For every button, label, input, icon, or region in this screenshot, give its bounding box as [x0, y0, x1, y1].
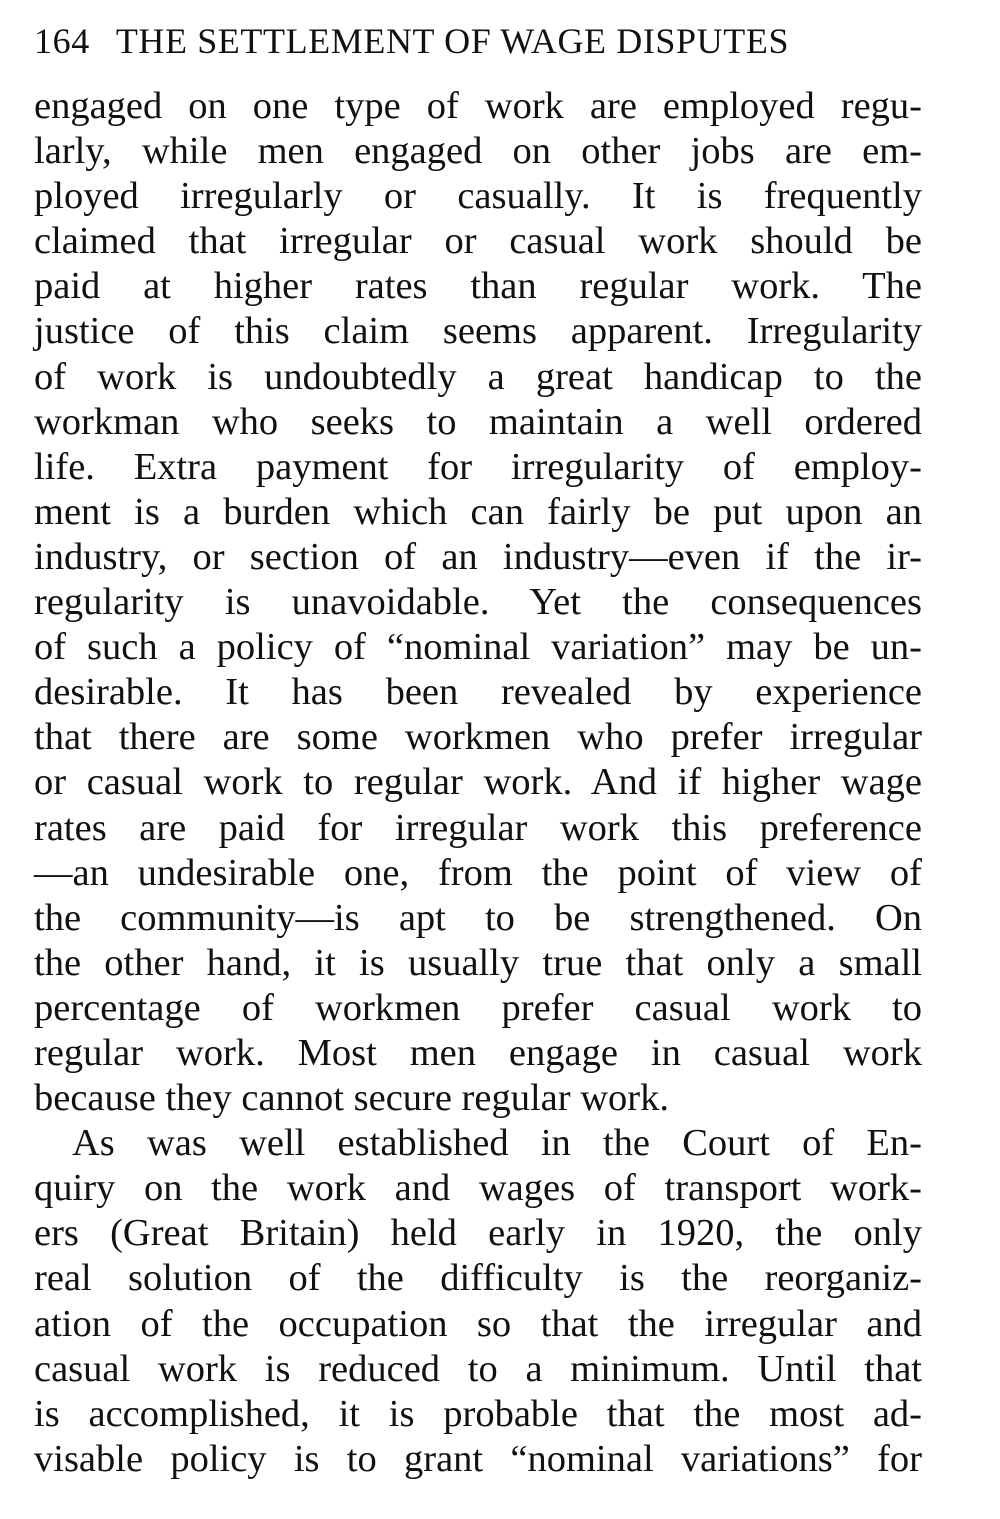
body-text: [34, 84, 922, 1482]
text-line: or casual work to regular work. And if higher wage: [34, 761, 922, 804]
text-line: workman who seeks to maintain a well ordered: [34, 400, 922, 443]
text-line: that there are some workmen who prefer irregular: [34, 716, 922, 759]
text-line: of work is undoubtedly a great handicap to the: [34, 355, 922, 398]
paragraph-start-line: As was well established in the Court of En-: [72, 1122, 922, 1165]
text-line: engaged on one type of work are employed regu-: [34, 85, 922, 127]
text-line: percentage of workmen prefer casual work to: [34, 986, 922, 1029]
paragraph-end-line: because they cannot secure regular work.: [34, 1077, 669, 1120]
text-line: ation of the occupation so that the irregular and: [34, 1302, 922, 1345]
text-line: ers (Great Britain) held early in 1920, the only: [34, 1212, 922, 1255]
text-line: larly, while men engaged on other jobs are em-: [34, 130, 922, 173]
running-title: THE SETTLEMENT OF WAGE DISPUTES: [115, 21, 790, 61]
text-line: the community—is apt to be strengthened. On: [34, 896, 922, 939]
text-line: quiry on the work and wages of transport work-: [34, 1167, 922, 1210]
text-line: real solution of the difficulty is the reorganiz-: [34, 1257, 922, 1300]
running-head: [34, 20, 922, 84]
text-line: industry, or section of an industry—even if the ir-: [34, 535, 922, 578]
text-line: ployed irregularly or casually. It is frequently: [34, 175, 922, 218]
text-line: visable policy is to grant “nominal variations” for: [34, 1437, 922, 1480]
text-line: is accomplished, it is probable that the most ad-: [34, 1392, 922, 1435]
book-page: [34, 20, 922, 1482]
text-line: the other hand, it is usually true that only a small: [34, 941, 922, 984]
text-line: of such a policy of “nominal variation” may be un-: [34, 626, 922, 669]
text-line: casual work is reduced to a minimum. Until that: [34, 1347, 922, 1390]
text-line: regularity is unavoidable. Yet the consequences: [34, 581, 922, 624]
text-line: rates are paid for irregular work this preference: [34, 806, 922, 849]
text-line: claimed that irregular or casual work should be: [34, 220, 922, 263]
text-line: justice of this claim seems apparent. Irregularity: [34, 310, 922, 353]
text-line: paid at higher rates than regular work. The: [34, 265, 922, 308]
text-line: —an undesirable one, from the point of view of: [34, 851, 922, 894]
text-line: life. Extra payment for irregularity of employ-: [34, 445, 922, 488]
text-line: desirable. It has been revealed by experience: [34, 671, 922, 714]
text-line: ment is a burden which can fairly be put upon an: [34, 490, 922, 533]
page-number: 164: [34, 21, 90, 61]
text-line: regular work. Most men engage in casual work: [34, 1031, 922, 1074]
